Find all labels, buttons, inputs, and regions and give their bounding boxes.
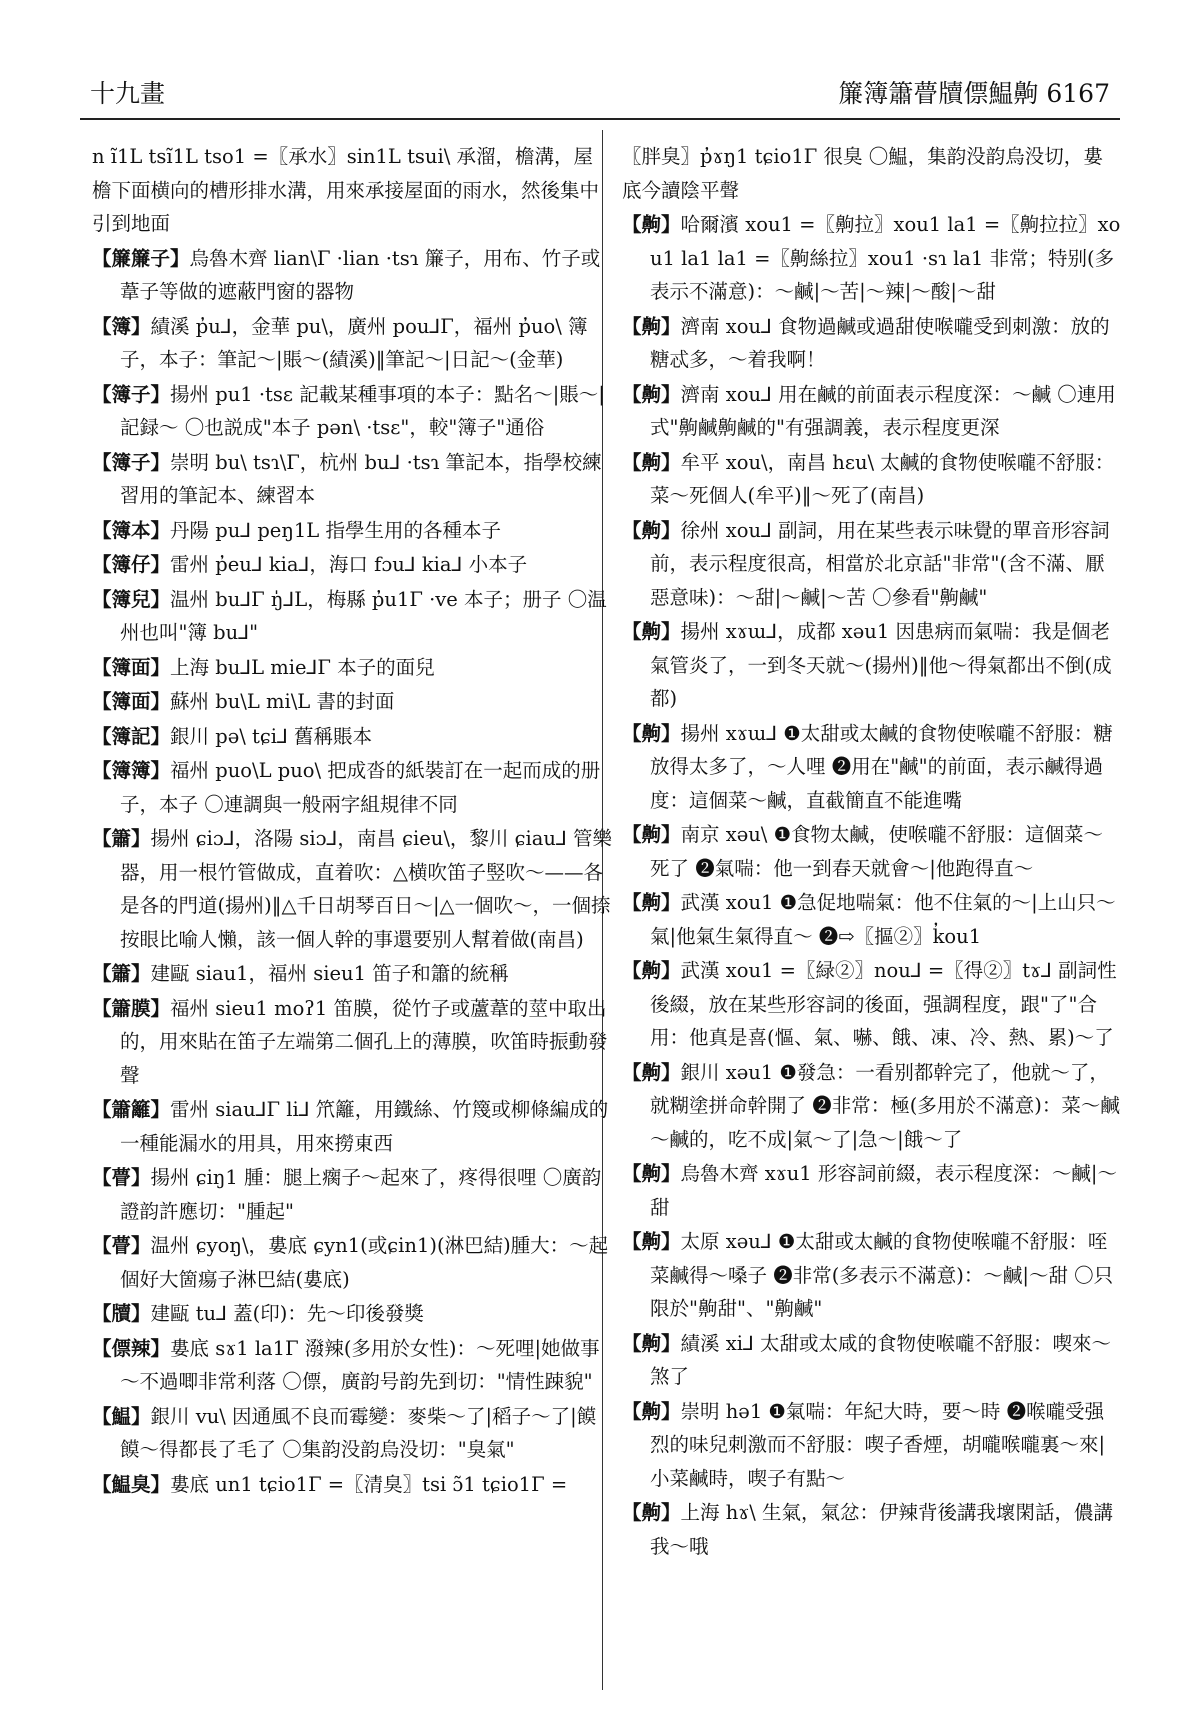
entry-headword: 【齁】	[622, 959, 681, 982]
dictionary-entry	[92, 1297, 612, 1331]
dictionary-entry	[92, 754, 612, 821]
entry-text: 福州 puo\L puo\ 把成沓的紙裝訂在一起而成的册子，本子 〇連調與一般兩字組規律不同	[120, 759, 601, 816]
dictionary-entry	[92, 720, 612, 754]
entry-text: 揚州 ɕiɔ⅃，洛陽 siɔ⅃，南昌 ɕieu\，黎川 ɕiau⅃ 管樂器，用一根竹管做成，直着吹：△横吹笛子竪吹～——各是各的門道(揚州)‖△千日胡琴百日～|△一個吹～，一個捺按眼比喻人懶，該一個人幹的事還要别人幫着做(南昌)	[120, 827, 613, 951]
entry-headword: 【簿本】	[92, 518, 171, 542]
dictionary-entry	[622, 717, 1122, 818]
entry-text: 烏魯木齊 xɤu1 形容詞前綴，表示程度深：～鹹|～甜	[650, 1162, 1117, 1219]
entry-text: 濟南 xou⅃ 食物過鹹或過甜使喉嚨受到刺激：放的糖忒多，～着我啊！	[650, 314, 1110, 371]
entry-text: 雷州 siau⅃Γ li⅃ 笊籬，用鐵絲、竹篾或柳條編成的一種能漏水的用具，用來撈東西	[120, 1098, 609, 1155]
entry-headword: 【簫】	[92, 962, 151, 985]
entry-text: 雷州 p̓eu⅃ kia⅃，海口 fɔu⅃ kia⅃ 小本子	[170, 553, 528, 576]
entry-headword: 【簿簿】	[92, 759, 171, 782]
dictionary-entry	[622, 514, 1122, 615]
dictionary-entry	[622, 886, 1122, 953]
entry-headword: 【齁】	[622, 450, 681, 474]
entry-headword: 【齁】	[622, 1399, 681, 1423]
entry-text: 建甌 tu⅃ 蓋(印)：先～印後發獎	[150, 1302, 424, 1325]
entry-headword: 【簫】	[92, 827, 151, 850]
entry-text: 烏魯木齊 lian\Γ ·lian ·tsɿ 簾子，用布、竹子或葦子等做的遮蔽門窗的器物	[120, 246, 601, 303]
dictionary-entry	[92, 140, 612, 241]
dictionary-entry	[622, 446, 1122, 513]
dictionary-entry	[622, 310, 1122, 377]
entry-text: 温州 ɕyoŋ\，婁底 ɕyn1(或ɕin1)(淋巴結)腫大：～起個好大箇瘍子淋巴結(婁底)	[120, 1234, 609, 1291]
left-column	[92, 140, 612, 1502]
dictionary-entry	[622, 1225, 1122, 1326]
entry-text: 太原 xəu⅃ ❶太甜或太鹹的食物使喉嚨不舒服：咥菜鹹得～嗓子 ❷非常(多表示不滿意)：～鹹|～甜 〇只限於"齁甜"、"齁鹹"	[650, 1230, 1114, 1320]
dictionary-entry	[92, 822, 612, 956]
entry-headword: 【簫膜】	[92, 996, 171, 1020]
entry-headword: 【齁】	[622, 1501, 681, 1524]
entry-headword: 【齁】	[622, 1331, 681, 1355]
entry-text: 哈爾濱 xou1 =〖齁拉〗xou1 la1 =〖齁拉拉〗xou1 la1 la1 =〖齁絲拉〗xou1 ·sɿ la1 非常；特别(多表示不滿意)：～鹹|～苦|～辣|～酸|～甜	[650, 213, 1121, 303]
entry-headword: 【齁】	[622, 314, 681, 338]
dictionary-entry	[622, 140, 1122, 207]
entry-headword: 【齁】	[622, 1060, 681, 1084]
entry-headword: 【瞢】	[92, 1234, 151, 1257]
entry-text: 婁底 un1 tɕio1Γ =〖清臭〗tsi ɔ̃1 tɕio1Γ =	[170, 1472, 568, 1496]
entry-text: 揚州 ɕiŋ1 腫：腿上瘸子～起來了，疼得很哩 〇廣韵證韵許應切："腫起"	[120, 1166, 602, 1223]
right-column	[622, 140, 1122, 1564]
dictionary-entry	[92, 1161, 612, 1228]
entry-text: 濟南 xou⅃ 用在鹹的前面表示程度深：～鹹 〇連用式"齁鹹齁鹹的"有强調義，表示程度更深	[650, 382, 1116, 439]
dictionary-entry	[92, 242, 612, 309]
entry-text: 揚州 pu1 ·tsɛ 記載某種事項的本子：點名～|賬～|記録～ 〇也説成"本子 pən\ ·tsɛ"，較"簿子"通俗	[120, 382, 605, 439]
dictionary-entry	[92, 1332, 612, 1399]
entry-headword: 【簿面】	[92, 655, 171, 679]
dictionary-entry	[92, 1468, 612, 1502]
entry-headword: 【簿仔】	[92, 553, 171, 576]
dictionary-entry	[92, 583, 612, 650]
dictionary-entry	[92, 378, 612, 445]
entry-text: 丹陽 pu⅃ peŋ1L 指學生用的各種本子	[170, 518, 501, 542]
entry-text: 績溪 xi⅃ 太甜或太咸的食物使喉嚨不舒服：喫來～煞了	[650, 1331, 1112, 1388]
dictionary-entry	[92, 548, 612, 582]
dictionary-entry	[92, 685, 612, 719]
entry-headword: 【簿兒】	[92, 587, 171, 611]
entry-headword: 【簿記】	[92, 724, 171, 748]
dictionary-entry	[92, 446, 612, 513]
dictionary-entry	[622, 378, 1122, 445]
entry-headword: 【齁】	[622, 721, 681, 745]
section-title: 十九畫	[90, 79, 166, 108]
entry-text: 銀川 vu\ 因通風不良而霉變：麥柴～了|稻子～了|饃饃～得都長了毛了 〇集韵没韵烏没切："臭氣"	[120, 1404, 597, 1461]
header-rule	[80, 118, 1120, 120]
dictionary-entry	[92, 992, 612, 1093]
entry-headword: 【簿子】	[92, 382, 171, 406]
page-headwords-and-number: 簾簿簫瞢牘僄鰛齁 6167	[838, 79, 1110, 108]
dictionary-entry	[92, 514, 612, 548]
entry-headword: 【簿】	[92, 314, 151, 338]
entry-text: 崇明 bu\ tsɿ\Γ，杭州 bu⅃ ·tsɿ 筆記本，指學校練習用的筆記本、練習本	[120, 450, 602, 507]
entry-text: 南京 xəu\ ❶食物太鹹，使喉嚨不舒服：這個菜～死了 ❷氣喘：他一到春天就會～|他跑得直～	[650, 823, 1104, 880]
entry-headword: 【牘】	[92, 1302, 151, 1325]
entry-headword: 【瞢】	[92, 1166, 151, 1189]
entry-text: 上海 bu⅃L mie⅃Γ 本子的面兒	[170, 655, 435, 679]
entry-text: 揚州 xɤɯ⅃ ❶太甜或太鹹的食物使喉嚨不舒服：糖放得太多了，～人哩 ❷用在"鹹"的前面，表示鹹得過度：這個菜～鹹，直截簡直不能進嘴	[650, 721, 1113, 812]
entry-text: 績溪 p̓u⅃，金華 pu\，廣州 pou⅃Γ，福州 p̓uo\ 簿子，本子：筆記～|賬～(績溪)‖筆記～|日記～(金華)	[120, 314, 588, 371]
dictionary-entry	[622, 1056, 1122, 1157]
entry-text: 徐州 xou⅃ 副詞，用在某些表示味覺的單音形容詞前，表示程度很高，相當於北京話"非常"(含不滿、厭惡意味)：～甜|～鹹|～苦 〇參看"齁鹹"	[650, 518, 1110, 609]
entry-text: 銀川 pə\ tɕi⅃ 舊稱賬本	[170, 724, 373, 748]
entry-headword: 【簾簾子】	[92, 246, 190, 270]
dictionary-entry	[622, 615, 1122, 716]
entry-text: 福州 sieu1 moʔ1 笛膜，從竹子或蘆葦的莖中取出的，用來貼在笛子左端第二個孔上的薄膜，吹笛時振動發聲	[120, 996, 608, 1087]
dictionary-entry	[92, 1093, 612, 1160]
entry-headword: 【簿子】	[92, 450, 171, 474]
entry-headword: 【齁】	[622, 891, 681, 914]
entry-text: 建甌 siau1，福州 sieu1 笛子和簫的統稱	[150, 962, 509, 985]
entry-headword: 【鰛臭】	[92, 1472, 171, 1496]
entry-headword: 【齁】	[622, 1230, 681, 1253]
entry-headword: 【簫籬】	[92, 1098, 171, 1121]
entry-text: 上海 hɤ\ 生氣，氣忿：伊辣背後講我壞閑話，儂講我～哦	[650, 1501, 1114, 1558]
entry-text: 武漢 xou1 =〖緑②〗nou⅃ =〖得②〗tɤ⅃ 副詞性後綴，放在某些形容詞的後面，强調程度，跟"了"合用：他真是喜(慪、氣、嚇、餓、凍、冷、熱、累)～了	[650, 959, 1117, 1049]
entry-text: 崇明 hə1 ❶氣喘：年紀大時，要～時 ❷喉嚨受强烈的味兒刺激而不舒服：喫子香煙，胡嚨喉嚨裏～來|小菜鹹時，喫子有點～	[650, 1399, 1106, 1490]
dictionary-entry	[92, 957, 612, 991]
entry-text: 揚州 xɤɯ⅃，成都 xəu1 因患病而氣喘：我是個老氣管炎了，一到冬天就～(揚州)‖他～得氣都出不倒(成都)	[650, 620, 1112, 710]
dictionary-entry	[622, 1395, 1122, 1496]
entry-headword: 【齁】	[622, 1162, 681, 1185]
entry-headword: 【簿面】	[92, 690, 171, 713]
dictionary-entry	[622, 1496, 1122, 1563]
entry-headword: 【鰛】	[92, 1404, 151, 1428]
entry-text: 牟平 xou\，南昌 hɛu\ 太鹹的食物使喉嚨不舒服：菜～死個人(牟平)‖～死了(南昌)	[650, 450, 1115, 507]
dictionary-entry	[92, 651, 612, 685]
dictionary-entry	[92, 1400, 612, 1467]
entry-headword: 【齁】	[622, 620, 681, 643]
page-header	[80, 62, 1120, 116]
entry-text: 温州 bu⅃Γ ŋ̍⅃L，梅縣 p̓u1Γ ·ve 本子；册子 〇温州也叫"簿 bu⅃"	[120, 587, 607, 644]
dictionary-entry	[622, 1157, 1122, 1224]
entry-headword: 【齁】	[622, 213, 681, 236]
entry-text: 〖胖臭〗p̓ɤŋ1 tɕio1Γ 很臭 〇鰛，集韵没韵烏没切，婁底今讀陰平聲	[622, 145, 1103, 202]
dictionary-entry	[622, 1327, 1122, 1394]
entry-text: n ĩ1L tsĩ1L tso1 =〖承水〗sin1L tsui\ 承溜，檐溝，屋檐下面横向的槽形排水溝，用來承接屋面的雨水，然後集中引到地面	[92, 145, 600, 235]
entry-headword: 【齁】	[622, 518, 681, 542]
entry-text: 婁底 sɤ1 la1Γ 潑辣(多用於女性)：～死哩|她做事～不過唧非常利落 〇僄，廣韵号韵先到切："情性踈貌"	[120, 1336, 600, 1393]
dictionary-entry	[622, 208, 1122, 309]
dictionary-entry	[92, 1229, 612, 1296]
entry-headword: 【齁】	[622, 823, 681, 846]
entry-text: 武漢 xou1 ❶急促地喘氣：他不住氣的～|上山只～氣|他氣生氣得直～ ❷⇨〖摳②〗k̓ou1	[650, 891, 1116, 948]
dictionary-entry	[622, 818, 1122, 885]
entry-text: 銀川 xəu1 ❶發急：一看别都幹完了，他就～了，就糊塗拼命幹開了 ❷非常：極(多用於不滿意)：菜～鹹～鹹的，吃不成|氣～了|急～|餓～了	[650, 1060, 1120, 1151]
entry-headword: 【僄辣】	[92, 1336, 171, 1360]
entry-text: 蘇州 bu\L mi\L 書的封面	[170, 690, 395, 713]
entry-headword: 【齁】	[622, 382, 681, 406]
dictionary-entry	[622, 954, 1122, 1055]
dictionary-entry	[92, 310, 612, 377]
